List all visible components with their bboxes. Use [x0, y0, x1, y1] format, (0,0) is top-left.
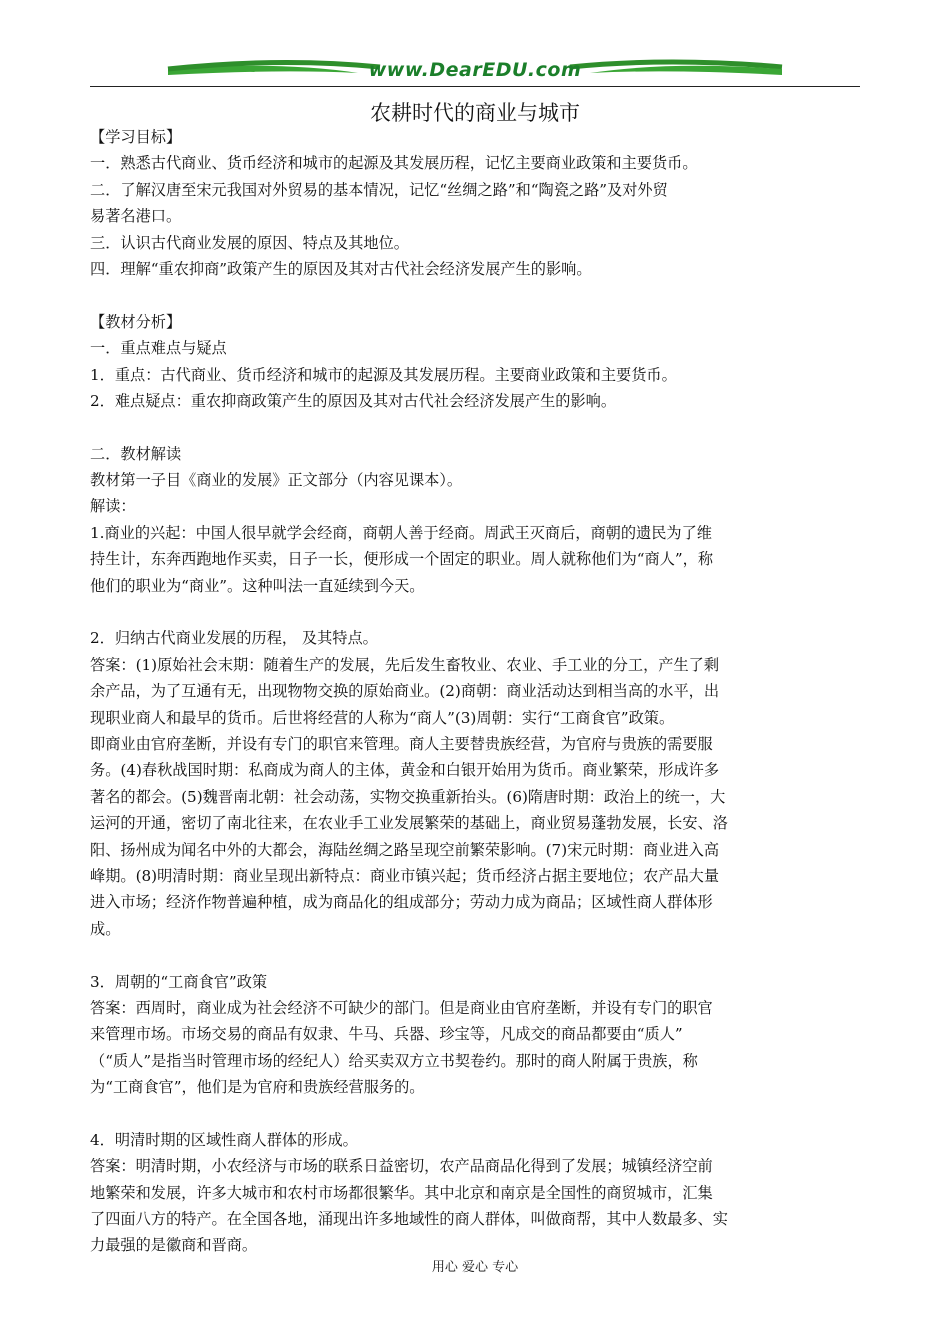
site-name: www.DearEDU.com — [368, 59, 582, 81]
text-line: 力最强的是徽商和晋商。 — [90, 1236, 258, 1255]
text-line: 进入市场；经济作物普遍种植，成为商品化的组成部分；劳动力成为商品；区域性商人群体形 — [90, 893, 713, 912]
text-line: 四．理解“重农抑商”政策产生的原因及其对古代社会经济发展产生的影响。 — [90, 259, 592, 278]
text-line: 他们的职业为“商业”。这种叫法一直延续到今天。 — [90, 576, 425, 595]
text-line: 阳、扬州成为闻名中外的大都会，海陆丝绸之路呈现空前繁荣影响。(7)宋元时期：商业进入高 — [90, 840, 720, 859]
text-line: 3．周朝的“工商食官”政策 — [90, 972, 268, 991]
text-line: 1．重点：古代商业、货币经济和城市的起源及其发展历程。主要商业政策和主要货币。 — [90, 365, 677, 384]
text-line: 成。 — [90, 919, 121, 938]
text-line — [90, 282, 860, 308]
text-line — [90, 942, 860, 968]
text-line: 二．了解汉唐至宋元我国对外贸易的基本情况，记忆“丝绸之路”和“陶瓷之路”及对外贸 — [90, 180, 668, 199]
text-line: 答案：(1)原始社会末期：随着生产的发展，先后发生畜牧业、农业、手工业的分工，产生了剩 — [90, 655, 720, 674]
header-rule — [90, 86, 860, 87]
text-line: 持生计，东奔西跑地作买卖，日子一长，便形成一个固定的职业。周人就称他们为“商人”，称 — [90, 550, 714, 569]
text-line — [90, 1100, 860, 1126]
text-line: 【学习目标】 — [90, 128, 182, 146]
text-line: 易著名港口。 — [90, 207, 182, 226]
text-line: 三．认识古代商业发展的原因、特点及其地位。 — [90, 233, 409, 252]
text-line: 答案：西周时，商业成为社会经济不可缺少的部门。但是商业由官府垄断，并设有专门的职官 — [90, 998, 713, 1017]
text-line: 解读： — [90, 497, 136, 516]
page-header — [90, 55, 860, 91]
text-line: 一．熟悉古代商业、货币经济和城市的起源及其发展历程，记忆主要商业政策和主要货币。 — [90, 154, 698, 173]
page-footer: 用心 爱心 专心 — [431, 1260, 519, 1275]
document-title: 农耕时代的商业与城市 — [370, 101, 580, 125]
text-line: 即商业由官府垄断，并设有专门的职官来管理。商人主要替贵族经营，为官府与贵族的需要服 — [90, 734, 713, 753]
text-line: 峰期。(8)明清时期：商业呈现出新特点：商业市镇兴起；货币经济占据主要地位；农产品大量 — [90, 866, 720, 885]
text-line: 2．归纳古代商业发展的历程， 及其特点。 — [90, 629, 378, 648]
text-line: 一．重点难点与疑点 — [90, 339, 227, 358]
text-line: 著名的都会。(5)魏晋南北朝：社会动荡，实物交换重新抬头。(6)隋唐时期：政治上的统一，大 — [90, 787, 726, 806]
text-line: 2．难点疑点：重农抑商政策产生的原因及其对古代社会经济发展产生的影响。 — [90, 391, 617, 410]
text-line — [90, 414, 860, 440]
text-line: 了四面八方的特产。在全国各地，涌现出许多地域性的商人群体，叫做商帮，其中人数最多、实 — [90, 1210, 728, 1229]
text-line: 现职业商人和最早的货币。后世将经营的人称为“商人”(3)周朝：实行“工商食官”政策。 — [90, 708, 675, 727]
text-line: 务。(4)春秋战国时期：私商成为商人的主体，黄金和白银开始用为货币。商业繁荣，形成许多 — [90, 761, 720, 780]
text-line: 余产品，为了互通有无，出现物物交换的原始商业。(2)商朝：商业活动达到相当高的水平，出 — [90, 682, 720, 701]
text-line: 运河的开通，密切了南北往来，在农业手工业发展繁荣的基础上，商业贸易蓬勃发展，长安、洛 — [90, 814, 728, 833]
text-line: 【教材分析】 — [90, 312, 182, 331]
text-line: 二．教材解读 — [90, 444, 182, 463]
text-line: 教材第一子目《商业的发展》正文部分（内容见课本）。 — [90, 471, 463, 490]
text-line: 来管理市场。市场交易的商品有奴隶、牛马、兵器、珍宝等，凡成交的商品都要由“质人” — [90, 1025, 683, 1044]
document-body — [90, 124, 860, 1259]
text-line: 1.商业的兴起：中国人很早就学会经商，商朝人善于经商。周武王灭商后，商朝的遗民为了维 — [90, 523, 712, 542]
text-line: 答案：明清时期，小农经济与市场的联系日益密切，农产品商品化得到了发展；城镇经济空前 — [90, 1157, 713, 1176]
text-line — [90, 599, 860, 625]
text-line: （“质人”是指当时管理市场的经纪人）给买卖双方立书契卷约。那时的商人附属于贵族，称 — [90, 1051, 698, 1070]
text-line: 4．明清时期的区域性商人群体的形成。 — [90, 1130, 358, 1149]
text-line: 地繁荣和发展，许多大城市和农村市场都很繁华。其中北京和南京是全国性的商贸城市，汇集 — [90, 1183, 713, 1202]
text-line: 为“工商食官”，他们是为官府和贵族经营服务的。 — [90, 1078, 425, 1097]
